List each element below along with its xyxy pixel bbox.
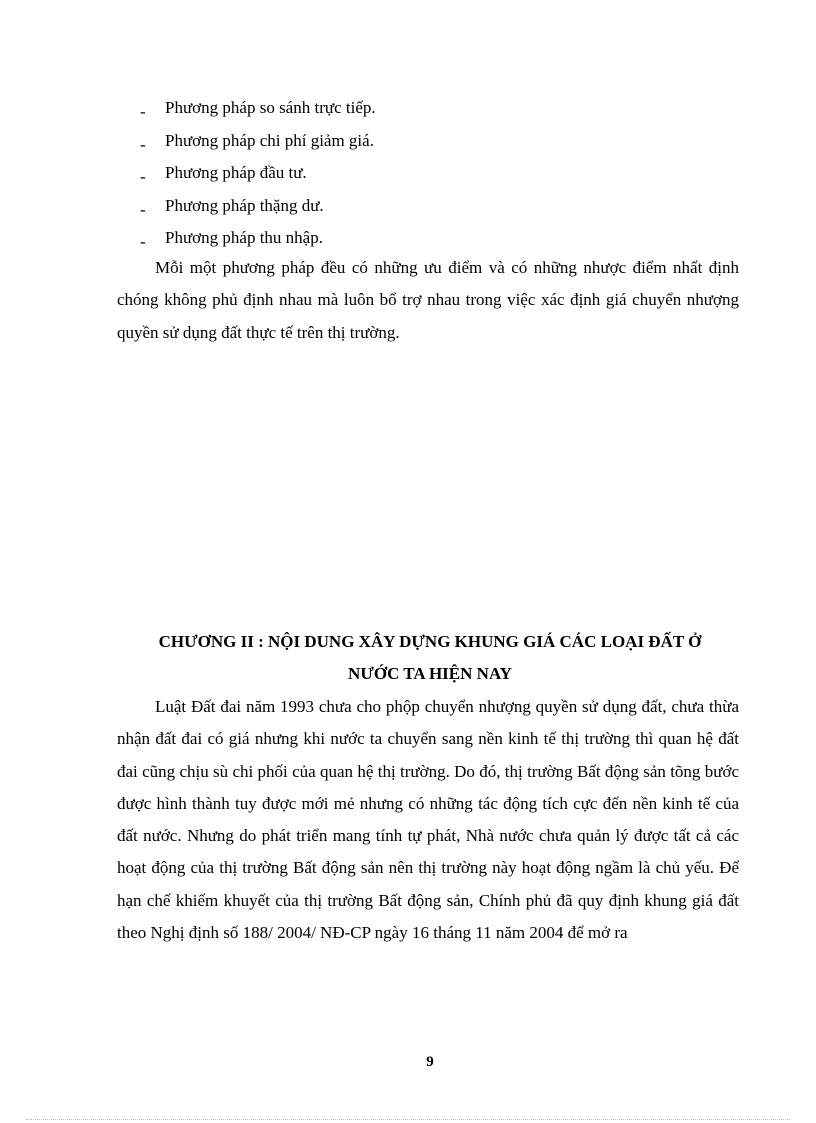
- list-item-text: Phương pháp thặng dư.: [165, 195, 324, 215]
- method-list: [140, 92, 740, 255]
- list-item-text: Phương pháp so sánh trực tiếp.: [165, 98, 376, 117]
- bullet-marker: -: [140, 102, 146, 121]
- methods-summary-paragraph: Mỗi một phương pháp đều có những ưu điểm và có những nhược điểm nhất định chóng không phủ định nhau mà luôn bổ trợ nhau trong việc xác định giá chuyển nhượng quyền sử dụng đất thực tế trên thị trường.: [117, 258, 739, 342]
- list-item: [140, 190, 740, 223]
- page-bottom-divider: [26, 1119, 790, 1120]
- chapter-heading-line-2: NƯỚC TA HIỆN NAY: [348, 664, 512, 683]
- list-item-text: Phương pháp thu nhập.: [165, 228, 323, 247]
- list-item-text: Phương pháp đầu tư.: [165, 163, 307, 182]
- bullet-marker: -: [140, 134, 146, 154]
- chapter-heading-line-1: CHƯƠNG II : NỘI DUNG XÂY DỰNG KHUNG GIÁ CÁC LOẠI ĐẤT Ở: [158, 632, 702, 651]
- list-item-text: Phương pháp chi phí giảm giá.: [165, 130, 374, 150]
- bullet-marker: -: [140, 167, 146, 186]
- chapter-intro-paragraph: Luật Đất đai năm 1993 chưa cho phộp chuyển nhượng quyền sử dụng đất, chưa thừa nhận đất đai có giá nhưng khi nước ta chuyển sang nền kinh tế thị trường thì quan hệ đất đai cũng chịu sù chi phối của quan hệ thị trường. Do đó, thị trường Bất động sản tõng bước được hình thành tuy được mới mẻ nhưng có những tác động tích cực đến nền kinh tế của đất nước. Nhưng do phát triển mang tính tự phát, Nhà nước chưa quản lý được tất cả các hoạt động của thị trường Bất động sản nên thị trường này hoạt động ngầm là chủ yếu. Để hạn chế khiếm khuyết của thị trường Bất động sản, Chính phủ đã quy định khung giá đất theo Nghị định số 188/ 2004/ NĐ-CP ngày 16 tháng 11 năm 2004 để mở ra: [117, 697, 739, 943]
- list-item: [140, 125, 740, 158]
- page-number: 9: [426, 1054, 434, 1070]
- bullet-marker: -: [140, 199, 146, 219]
- bullet-marker: -: [140, 232, 146, 251]
- list-item: [140, 92, 740, 125]
- list-item: [140, 222, 740, 255]
- chapter-heading: [100, 626, 760, 690]
- list-item: [140, 157, 740, 190]
